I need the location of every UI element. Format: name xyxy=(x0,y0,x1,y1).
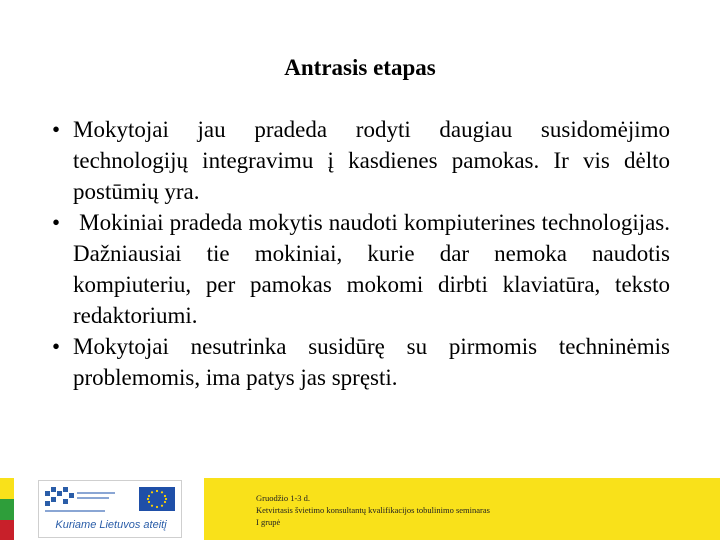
footer-info-panel xyxy=(204,478,720,540)
slide-title: Antrasis etapas xyxy=(284,55,436,80)
bullet-dot: • xyxy=(52,334,61,359)
footer-text xyxy=(256,492,490,528)
footer-date: Gruodžio 1-3 d. xyxy=(256,493,311,503)
sponsor-logo-graphic xyxy=(43,485,177,515)
bullet-item xyxy=(52,207,676,331)
bullet-text: Mokytojai nesutrinka susidūrę su pirmomis techninėmis problemomis, ima patys jas spręsti. xyxy=(73,334,670,390)
bullet-item xyxy=(52,114,670,207)
footer-group: I grupė xyxy=(256,517,281,527)
slide-content xyxy=(52,114,676,393)
slide-footer xyxy=(0,478,720,540)
sponsor-logo xyxy=(38,480,182,538)
bullet-dot: • xyxy=(52,210,61,235)
bullet-dot: • xyxy=(52,117,61,142)
footer-seminar: Ketvirtasis švietimo konsultantų kvalifikacijos tobulinimo seminaras xyxy=(256,505,490,515)
bullet-item xyxy=(52,331,670,393)
bullet-text: Mokytojai jau pradeda rodyti daugiau susidomėjimo technologijų integravimu į kasdienes pamokas. Ir vis dėlto postūmių yra. xyxy=(73,117,670,204)
logo-caption: Kuriame Lietuvos ateitį xyxy=(55,519,167,531)
bullet-text: Mokiniai pradeda mokytis naudoti kompiuterines technologijas. Dažniausiai tie mokiniai, kurie dar nemoka naudotis kompiuteriu, per pamokas mokomi dirbti klaviatūra, teksto redaktoriumi. xyxy=(73,210,676,328)
lithuanian-flag-stripes xyxy=(0,478,14,540)
